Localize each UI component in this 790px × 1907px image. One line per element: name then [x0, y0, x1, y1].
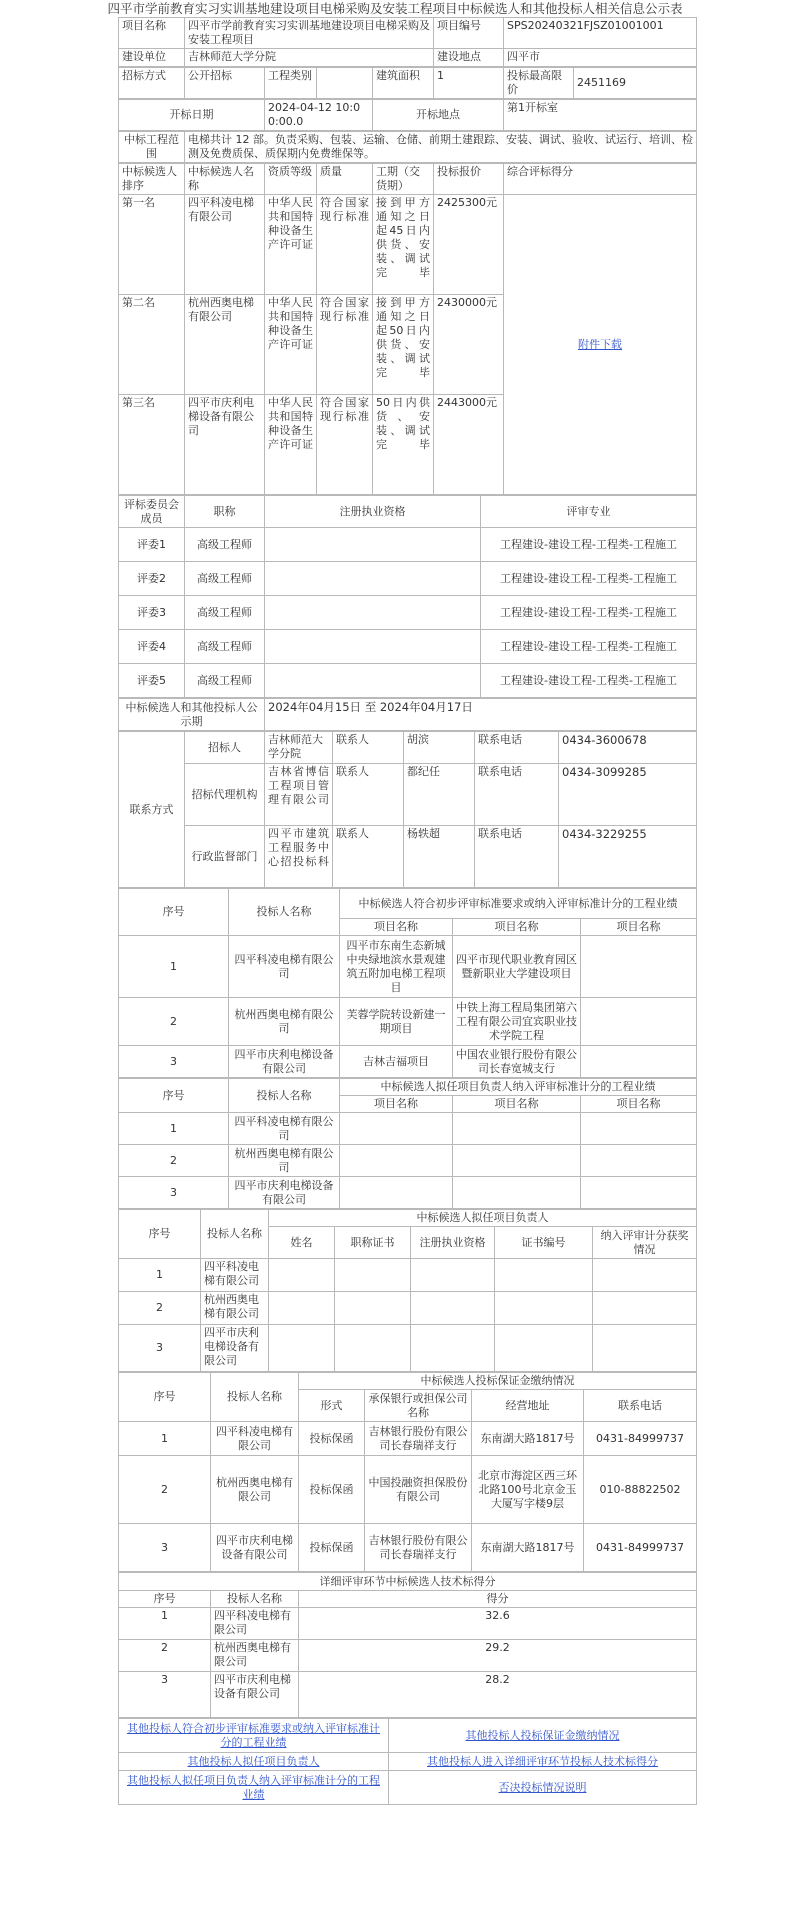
contact-org: 四平市建筑工程服务中心招投标科	[265, 826, 333, 888]
cand-header-name: 中标候选人名称	[185, 164, 265, 195]
committee-header-member: 评标委员会成员	[119, 496, 185, 528]
table-row	[119, 1456, 697, 1524]
committee-title: 高级工程师	[185, 664, 265, 698]
perf-bidder: 四平市庆利电梯设备有限公司	[229, 1046, 340, 1078]
table-row	[119, 1113, 697, 1145]
cand-header-rank: 中标候选人排序	[119, 164, 185, 195]
dep-phone: 0431-84999737	[584, 1422, 697, 1456]
manager-performance-table	[118, 1078, 697, 1209]
mperf-no: 2	[119, 1145, 229, 1177]
contact-person-label: 联系人	[333, 764, 404, 826]
link-other-tech-score[interactable]: 其他投标人进入详细评审环节投标人技术标得分	[427, 1754, 658, 1768]
dep-header-form: 形式	[299, 1390, 365, 1422]
dep-header-no: 序号	[119, 1373, 211, 1422]
committee-reg	[265, 664, 481, 698]
bid-method: 公开招标	[185, 68, 265, 99]
committee-reg	[265, 528, 481, 562]
table-row	[119, 195, 697, 295]
mgr-header-bidder: 投标人名称	[201, 1210, 269, 1259]
other-bidders-links	[118, 1718, 697, 1805]
dep-no: 3	[119, 1524, 211, 1572]
category	[317, 68, 373, 99]
perf-project	[581, 936, 697, 998]
mperf-bidder: 四平科凌电梯有限公司	[229, 1113, 340, 1145]
mgr-no: 2	[119, 1292, 201, 1325]
open-place: 第1开标室	[504, 100, 697, 131]
mgr-bidder: 四平科凌电梯有限公司	[201, 1259, 269, 1292]
page-title: 四平市学前教育实习实训基地建设项目电梯采购及安装工程项目中标候选人和其他投标人相关信息公示表	[107, 1, 683, 16]
contact-person-label: 联系人	[333, 826, 404, 888]
contact-phone: 0434-3099285	[559, 764, 697, 826]
link-other-performance[interactable]: 其他投标人符合初步评审标准要求或纳入评审标准计分的工程业绩	[127, 1721, 380, 1749]
cand-price: 2443000元	[434, 395, 504, 495]
contact-role: 行政监督部门	[185, 826, 265, 888]
dep-header-bidder: 投标人名称	[211, 1373, 299, 1422]
table-row	[119, 630, 697, 664]
perf-header-no: 序号	[119, 889, 229, 936]
attachment-cell	[504, 195, 697, 495]
perf-header-item: 项目名称	[581, 919, 697, 936]
perf-header-bidder: 投标人名称	[229, 889, 340, 936]
project-name-label: 项目名称	[119, 18, 185, 49]
cand-price: 2425300元	[434, 195, 504, 295]
candidates-table	[118, 163, 697, 495]
mperf-header-bidder: 投标人名称	[229, 1079, 340, 1113]
cand-header-period: 工期（交货期）	[373, 164, 434, 195]
cand-price: 2430000元	[434, 295, 504, 395]
dep-addr: 东南湖大路1817号	[472, 1524, 584, 1572]
mperf-no: 1	[119, 1113, 229, 1145]
attachment-download-link[interactable]: 附件下载	[578, 337, 622, 351]
mperf-header-item: 项目名称	[453, 1096, 581, 1113]
mgr-header-reg: 注册执业资格	[411, 1227, 495, 1259]
bid-info-table	[118, 67, 697, 99]
cand-rank: 第三名	[119, 395, 185, 495]
tech-score: 29.2	[299, 1640, 697, 1672]
tech-no: 1	[119, 1608, 211, 1640]
area-label: 建筑面积	[373, 68, 434, 99]
builder-label: 建设单位	[119, 49, 185, 67]
cand-quality: 符合国家现行标准	[317, 295, 373, 395]
tech-score: 32.6	[299, 1608, 697, 1640]
committee-reg	[265, 630, 481, 664]
table-row	[119, 1145, 697, 1177]
committee-title: 高级工程师	[185, 630, 265, 664]
committee-reg	[265, 562, 481, 596]
dep-bank: 中国投融资担保股份有限公司	[365, 1456, 472, 1524]
contact-role: 招标代理机构	[185, 764, 265, 826]
committee-member: 评委5	[119, 664, 185, 698]
contact-person: 胡滨	[404, 732, 475, 764]
committee-header-reg: 注册执业资格	[265, 496, 481, 528]
publicity-period-table	[118, 698, 697, 731]
dep-phone: 010-88822502	[584, 1456, 697, 1524]
cand-period: 50日内供货、安装、调试完毕	[373, 395, 434, 495]
committee-major: 工程建设-建设工程-工程类-工程施工	[481, 528, 697, 562]
publicity-label: 中标候选人和其他投标人公示期	[119, 699, 265, 731]
category-label: 工程类别	[265, 68, 317, 99]
tech-no: 2	[119, 1640, 211, 1672]
table-row	[119, 1524, 697, 1572]
cand-period: 接到甲方通知之日起50日内供货、安装、调试完毕	[373, 295, 434, 395]
table-row	[119, 1640, 697, 1672]
mperf-header-no: 序号	[119, 1079, 229, 1113]
mgr-bidder: 杭州西奥电梯有限公司	[201, 1292, 269, 1325]
bid-method-label: 招标方式	[119, 68, 185, 99]
location: 四平市	[504, 49, 697, 67]
dep-bank: 吉林银行股份有限公司长春瑞祥支行	[365, 1524, 472, 1572]
contact-phone-label: 联系电话	[475, 764, 559, 826]
contact-person: 都纪任	[404, 764, 475, 826]
committee-member: 评委1	[119, 528, 185, 562]
tech-header-no: 序号	[119, 1591, 211, 1608]
committee-major: 工程建设-建设工程-工程类-工程施工	[481, 596, 697, 630]
project-name: 四平市学前教育实习实训基地建设项目电梯采购及安装工程项目	[185, 18, 434, 49]
perf-project: 中国农业银行股份有限公司长春宽城支行	[453, 1046, 581, 1078]
table-row	[119, 596, 697, 630]
mperf-no: 3	[119, 1177, 229, 1209]
perf-project: 四平市东南生态新城中央绿地滨水景观建筑五附加电梯工程项目	[340, 936, 453, 998]
contact-table	[118, 731, 697, 888]
dep-addr: 东南湖大路1817号	[472, 1422, 584, 1456]
committee-major: 工程建设-建设工程-工程类-工程施工	[481, 562, 697, 596]
cand-quality: 符合国家现行标准	[317, 395, 373, 495]
dep-bidder: 杭州西奥电梯有限公司	[211, 1456, 299, 1524]
contact-org: 吉林省博信工程项目管理有限公司	[265, 764, 333, 826]
table-row	[119, 764, 697, 826]
table-row	[119, 1177, 697, 1209]
perf-project: 芙蓉学院转设新建一期项目	[340, 998, 453, 1046]
dep-form: 投标保函	[299, 1422, 365, 1456]
cand-name: 四平市庆利电梯设备有限公司	[185, 395, 265, 495]
table-row	[119, 826, 697, 888]
cand-header-price: 投标报价	[434, 164, 504, 195]
publicity-value: 2024年04月15日 至 2024年04月17日	[265, 699, 697, 731]
dep-bidder: 四平科凌电梯有限公司	[211, 1422, 299, 1456]
link-other-manager-performance[interactable]: 其他投标人拟任项目负责人纳入评审标准计分的工程业绩	[127, 1773, 380, 1801]
mperf-header-item: 项目名称	[340, 1096, 453, 1113]
perf-no: 3	[119, 1046, 229, 1078]
mgr-no: 1	[119, 1259, 201, 1292]
tech-header-score: 得分	[299, 1591, 697, 1608]
contact-role: 招标人	[185, 732, 265, 764]
contact-phone-label: 联系电话	[475, 732, 559, 764]
performance-table	[118, 888, 697, 1078]
dep-no: 2	[119, 1456, 211, 1524]
perf-project: 中铁上海工程局集团第六工程有限公司宜宾职业技术学院工程	[453, 998, 581, 1046]
table-row	[119, 1292, 697, 1325]
contact-person: 杨轶超	[404, 826, 475, 888]
contact-person-label: 联系人	[333, 732, 404, 764]
scope-label: 中标工程范围	[119, 132, 185, 163]
dep-form: 投标保函	[299, 1524, 365, 1572]
contact-label: 联系方式	[119, 732, 185, 888]
open-info-table	[118, 99, 697, 131]
committee-member: 评委4	[119, 630, 185, 664]
link-rejection-notes[interactable]: 否决投标情况说明	[498, 1780, 587, 1794]
open-date-label: 开标日期	[119, 100, 265, 131]
contact-phone: 0434-3600678	[559, 732, 697, 764]
location-label: 建设地点	[434, 49, 504, 67]
open-date: 2024-04-12 10:00:00.0	[265, 100, 373, 131]
mperf-bidder: 四平市庆利电梯设备有限公司	[229, 1177, 340, 1209]
dep-header-phone: 联系电话	[584, 1390, 697, 1422]
committee-major: 工程建设-建设工程-工程类-工程施工	[481, 630, 697, 664]
publicity-table	[118, 17, 696, 1805]
mperf-bidder: 杭州西奥电梯有限公司	[229, 1145, 340, 1177]
dep-bank: 吉林银行股份有限公司长春瑞祥支行	[365, 1422, 472, 1456]
cand-header-quality: 质量	[317, 164, 373, 195]
cand-rank: 第二名	[119, 295, 185, 395]
contact-org: 吉林师范大学分院	[265, 732, 333, 764]
cand-quality: 符合国家现行标准	[317, 195, 373, 295]
perf-no: 1	[119, 936, 229, 998]
tech-score-table	[118, 1572, 697, 1718]
basic-info-table	[118, 17, 697, 67]
max-price: 2451169	[574, 68, 697, 99]
deposit-table	[118, 1372, 697, 1572]
perf-bidder: 杭州西奥电梯有限公司	[229, 998, 340, 1046]
perf-group-title: 中标候选人符合初步评审标准要求或纳入评审标准计分的工程业绩	[340, 889, 697, 919]
cand-rank: 第一名	[119, 195, 185, 295]
area: 1	[434, 68, 504, 99]
manager-table	[118, 1209, 697, 1372]
table-row	[119, 998, 697, 1046]
committee-title: 高级工程师	[185, 562, 265, 596]
scope-table	[118, 131, 697, 163]
perf-header-item: 项目名称	[453, 919, 581, 936]
tech-score: 28.2	[299, 1672, 697, 1718]
cand-name: 四平科凌电梯有限公司	[185, 195, 265, 295]
tech-bidder: 四平科凌电梯有限公司	[211, 1608, 299, 1640]
table-row	[119, 732, 697, 764]
cand-header-qual: 资质等级	[265, 164, 317, 195]
dep-header-bank: 承保银行或担保公司名称	[365, 1390, 472, 1422]
tech-title: 详细评审环节中标候选人技术标得分	[119, 1573, 697, 1591]
committee-title: 高级工程师	[185, 596, 265, 630]
cand-name: 杭州西奥电梯有限公司	[185, 295, 265, 395]
mgr-bidder: 四平市庆利电梯设备有限公司	[201, 1325, 269, 1372]
max-price-label: 投标最高限价	[504, 68, 574, 99]
perf-project: 吉林吉福项目	[340, 1046, 453, 1078]
dep-form: 投标保函	[299, 1456, 365, 1524]
perf-bidder: 四平科凌电梯有限公司	[229, 936, 340, 998]
cand-qual: 中华人民共和国特种设备生产许可证	[265, 195, 317, 295]
project-no-label: 项目编号	[434, 18, 504, 49]
committee-header-title: 职称	[185, 496, 265, 528]
committee-table	[118, 495, 697, 698]
builder: 吉林师范大学分院	[185, 49, 434, 67]
dep-group-title: 中标候选人投标保证金缴纳情况	[299, 1373, 697, 1390]
dep-addr: 北京市海淀区西三环北路100号北京金玉大厦写字楼9层	[472, 1456, 584, 1524]
table-row	[119, 562, 697, 596]
mgr-no: 3	[119, 1325, 201, 1372]
table-row	[119, 1608, 697, 1640]
table-row	[119, 528, 697, 562]
dep-no: 1	[119, 1422, 211, 1456]
cand-period: 接到甲方通知之日起45日内供货、安装、调试完毕	[373, 195, 434, 295]
committee-member: 评委2	[119, 562, 185, 596]
perf-project	[581, 1046, 697, 1078]
open-place-label: 开标地点	[373, 100, 504, 131]
table-row	[119, 1259, 697, 1292]
table-row	[119, 1325, 697, 1372]
contact-phone: 0434-3229255	[559, 826, 697, 888]
mgr-header-award: 纳入评审计分获奖情况	[593, 1227, 697, 1259]
perf-project: 四平市现代职业教育园区暨新职业大学建设项目	[453, 936, 581, 998]
perf-header-item: 项目名称	[340, 919, 453, 936]
committee-major: 工程建设-建设工程-工程类-工程施工	[481, 664, 697, 698]
tech-no: 3	[119, 1672, 211, 1718]
perf-project	[581, 998, 697, 1046]
table-row	[119, 936, 697, 998]
table-row	[119, 1046, 697, 1078]
tech-bidder: 杭州西奥电梯有限公司	[211, 1640, 299, 1672]
mgr-header-cert: 职称证书	[335, 1227, 411, 1259]
dep-phone: 0431-84999737	[584, 1524, 697, 1572]
contact-phone-label: 联系电话	[475, 826, 559, 888]
committee-header-major: 评审专业	[481, 496, 697, 528]
tech-bidder: 四平市庆利电梯设备有限公司	[211, 1672, 299, 1718]
project-no: SPS20240321FJSZ01001001	[504, 18, 697, 49]
cand-qual: 中华人民共和国特种设备生产许可证	[265, 395, 317, 495]
mperf-header-item: 项目名称	[581, 1096, 697, 1113]
table-row	[119, 664, 697, 698]
perf-no: 2	[119, 998, 229, 1046]
link-other-manager[interactable]: 其他投标人拟任项目负责人	[187, 1754, 320, 1768]
committee-reg	[265, 596, 481, 630]
table-row	[119, 1672, 697, 1718]
dep-bidder: 四平市庆利电梯设备有限公司	[211, 1524, 299, 1572]
committee-member: 评委3	[119, 596, 185, 630]
mgr-group-title: 中标候选人拟任项目负责人	[269, 1210, 697, 1227]
mgr-header-name: 姓名	[269, 1227, 335, 1259]
link-other-deposit[interactable]: 其他投标人投标保证金缴纳情况	[465, 1728, 620, 1742]
table-row	[119, 1422, 697, 1456]
dep-header-addr: 经营地址	[472, 1390, 584, 1422]
scope: 电梯共计 12 部。负责采购、包装、运输、仓储、前期土建跟踪、安装、调试、验收、试运行、培训、检测及免费质保、质保期内免费维保等。	[185, 132, 697, 163]
mgr-header-no: 序号	[119, 1210, 201, 1259]
mperf-group-title: 中标候选人拟任项目负责人纳入评审标准计分的工程业绩	[340, 1079, 697, 1096]
mgr-header-certno: 证书编号	[495, 1227, 593, 1259]
cand-qual: 中华人民共和国特种设备生产许可证	[265, 295, 317, 395]
cand-header-score: 综合评标得分	[504, 164, 697, 195]
tech-header-bidder: 投标人名称	[211, 1591, 299, 1608]
committee-title: 高级工程师	[185, 528, 265, 562]
